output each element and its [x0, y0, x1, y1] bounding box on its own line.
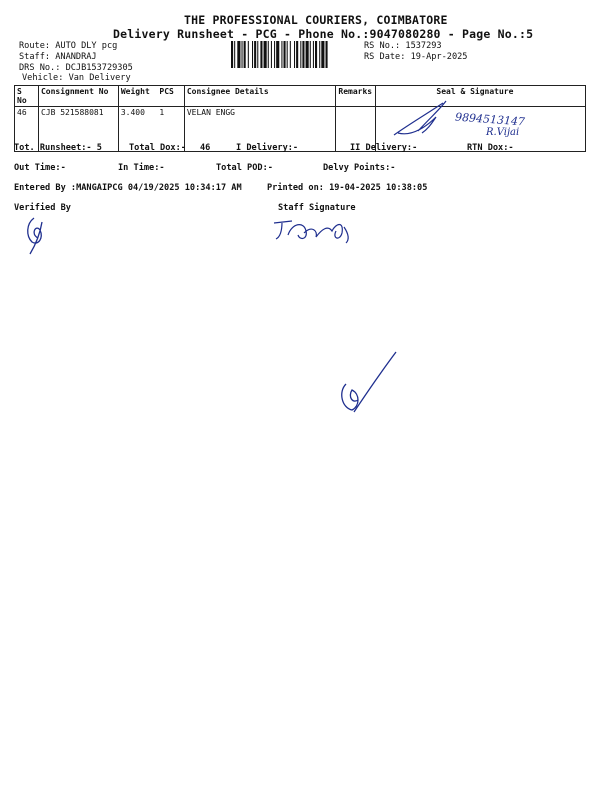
staff-signature-label: Staff Signature: [278, 203, 356, 213]
verifier-signature-drawing: [18, 212, 58, 257]
header-seal: Seal & Signature: [376, 86, 586, 107]
vehicle-label: Vehicle: Van Delivery: [22, 73, 131, 83]
tot-runsheet: Tot. Runsheet:- 5: [14, 143, 102, 153]
entered-by: Entered By :MANGAIPCG 04/19/2025 10:34:17 AM: [14, 183, 242, 193]
cell-weight: 3.400: [120, 108, 145, 117]
header-remarks: Remarks: [336, 86, 376, 107]
verified-by-label: Verified By: [14, 203, 71, 213]
cell-consignment: CJB 521588081: [38, 107, 118, 152]
handwritten-name: R.Vijai: [486, 127, 520, 138]
handwritten-phone: 9894513147: [454, 110, 526, 129]
drs-label: DRS No.: DCJB153729305: [19, 63, 133, 73]
route-label: Route: AUTO DLY pcg: [19, 41, 118, 51]
rs-number: RS No.: 1537293: [364, 41, 442, 51]
header-sno: S No: [15, 86, 39, 107]
header-consignee: Consignee Details: [184, 86, 336, 107]
staff-label: Staff: ANANDRAJ: [19, 52, 97, 62]
header-consignment: Consignment No: [38, 86, 118, 107]
cell-consignee: VELAN ENGG: [184, 107, 336, 152]
stray-signature-drawing: [334, 348, 404, 418]
out-time: Out Time:-: [14, 163, 66, 173]
total-dox-label: Total Dox:-: [129, 143, 186, 153]
printed-on: Printed on: 19-04-2025 10:38:05: [267, 183, 428, 193]
ii-delivery: II Delivery:-: [350, 143, 418, 153]
company-title: THE PROFESSIONAL COURIERS, COIMBATORE: [184, 13, 448, 27]
cell-sno: 46: [15, 107, 39, 152]
delvy-points: Delvy Points:-: [323, 163, 396, 173]
i-delivery: I Delivery:-: [236, 143, 299, 153]
header-pcs: PCS: [159, 87, 174, 96]
total-pod: Total POD:-: [216, 163, 273, 173]
header-weight-pcs: [118, 86, 184, 107]
rs-date: RS Date: 19-Apr-2025: [364, 52, 468, 62]
cell-pcs: 1: [159, 108, 165, 117]
in-time: In Time:-: [118, 163, 165, 173]
total-dox-value: 46: [200, 143, 211, 153]
staff-signature-drawing: [270, 213, 360, 248]
runsheet-subtitle: Delivery Runsheet - PCG - Phone No.:9047080280 - Page No.:5: [113, 27, 534, 41]
rtn-dox: RTN Dox:-: [467, 143, 514, 153]
header-weight: Weight: [120, 87, 150, 96]
barcode-image: [231, 41, 358, 68]
